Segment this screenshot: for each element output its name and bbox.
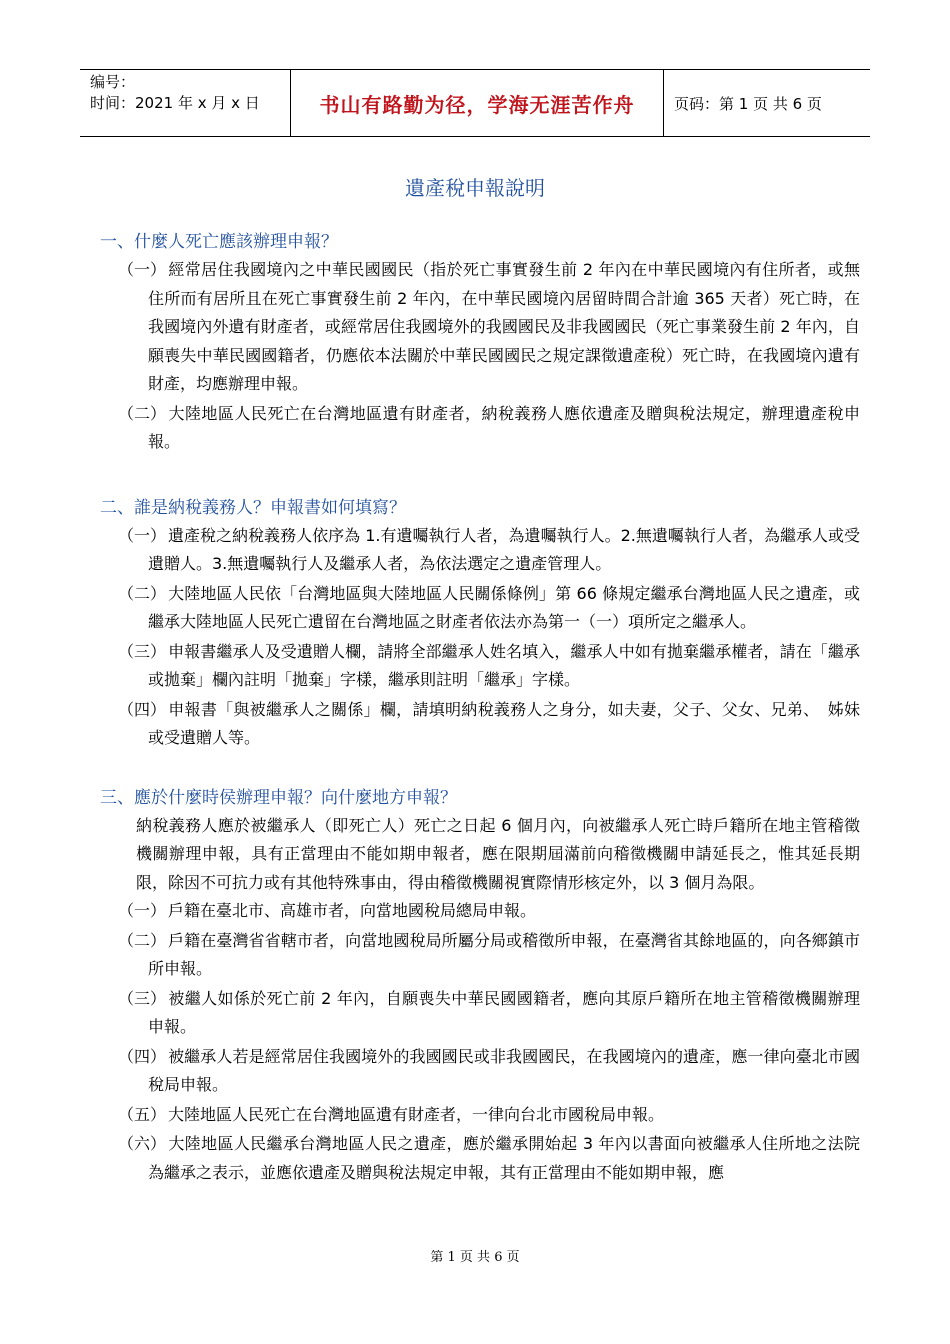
item-mark: （一）: [118, 525, 167, 545]
section-heading: 二、誰是納稅義務人？申報書如何填寫？: [100, 497, 406, 518]
section-heading: 一、什麼人死亡應該辦理申報？: [100, 232, 338, 252]
list-item: [100, 897, 860, 926]
item-text: 大陸地區人民繼承台灣地區人民之遺產，應於繼承開始起 3 年內以書面向被繼承人住所地之法院為繼承之表示，並應依遺產及贈與稅法規定申報，其有正當理由不能如期申報，應: [148, 1134, 860, 1182]
item-text: 遺產稅之納稅義務人依序為 1.有遺囑執行人者，為遺囑執行人。2.無遺囑執行人者，為繼承人或受遺贈人。3.無遺囑執行人及繼承人者，為依法選定之遺產管理人。: [148, 525, 860, 573]
list-item: [100, 638, 860, 695]
header-page-info: 页码：第 1 页 共 6 页: [674, 94, 822, 113]
header-meta: [80, 70, 291, 136]
item-text: 經常居住我國境內之中華民國國民（指於死亡事實發生前 2 年內在中華民國境內有住所者，或無住所而有居所且在死亡事實發生前 2 年內，在中華民國境內居留時間合計逾 365 天者）死亡時，在我國境內外遺有財產者，或經常居住我國境外的我國國民及非我國國民（死亡事業發生前 2 年內，自願喪失中華民國國籍者，仍應依本法關於中華民國國民之規定課徵遺產稅）死亡時，在我國境內遺有財產，均應辦理申報。: [148, 260, 860, 393]
item-mark: （四）: [118, 1046, 167, 1066]
list-item: [100, 927, 860, 984]
page-header: [80, 69, 870, 137]
item-text: 大陸地區人民死亡在台灣地區遺有財產者，納稅義務人應依遺產及贈與稅法規定，辦理遺產稅申報。: [148, 403, 860, 451]
item-mark: （二）: [118, 403, 167, 423]
item-text: 戶籍在臺北市、高雄市者，向當地國稅局總局申報。: [168, 901, 537, 920]
item-mark: （三）: [118, 988, 167, 1008]
list-item: [100, 400, 860, 457]
list-item: [100, 696, 860, 753]
item-text: 大陸地區人民依「台灣地區與大陸地區人民關係條例」第 66 條規定繼承台灣地區人民之遺產，或繼承大陸地區人民死亡遺留在台灣地區之財產者依法亦為第一（一）項所定之繼承人。: [148, 583, 860, 631]
header-motto: 书山有路勤为径，学海无涯苦作舟: [291, 70, 664, 136]
list-item: [100, 1130, 860, 1187]
list-item: [100, 1043, 860, 1100]
list-item: [100, 580, 860, 637]
item-mark: （二）: [118, 583, 167, 603]
date-line: 时间：2021 年 x 月 x 日: [90, 94, 260, 112]
item-mark: （一）: [118, 901, 167, 920]
code-label: 编号：: [90, 73, 136, 91]
document-title: 遺產稅申報說明: [405, 176, 545, 200]
item-mark: （三）: [118, 641, 167, 661]
item-mark: （四）: [118, 699, 167, 719]
item-mark: （一）: [118, 260, 167, 279]
item-mark: （五）: [118, 1104, 167, 1124]
list-item: [100, 985, 860, 1042]
list-item: [100, 256, 860, 399]
page-footer: 第 1 页 共 6 页: [430, 1250, 520, 1265]
item-mark: （六）: [118, 1134, 167, 1153]
list-item: [100, 1101, 860, 1130]
item-text: 大陸地區人民死亡在台灣地區遺有財產者，一律向台北市國稅局申報。: [168, 1104, 665, 1124]
item-text: 申報書「與被繼承人之關係」欄，請填明納稅義務人之身分，如夫妻，父子、父女、兄弟、 姊妹或受遺贈人等。: [148, 699, 860, 747]
item-text: 申報書繼承人及受遺贈人欄，請將全部繼承人姓名填入，繼承人中如有拋棄繼承權者，請在「繼承或拋棄」欄內註明「拋棄」字樣，繼承則註明「繼承」字樣。: [148, 641, 860, 689]
item-text: 被繼承人若是經常居住我國境外的我國國民或非我國國民，在我國境內的遺產，應一律向臺北市國稅局申報。: [148, 1046, 860, 1094]
section-intro: 納稅義務人應於被繼承人（即死亡人）死亡之日起 6 個月內，向被繼承人死亡時戶籍所在地主管稽徵機關辦理申報，具有正當理由不能如期申報者，應在限期屆滿前向稽徵機關申請延長之，惟其延長期限，除因不可抗力或有其他特殊事由，得由稽徵機關視實際情形核定外，以 3 個月為限。: [136, 815, 860, 892]
list-item: [100, 522, 860, 579]
item-text: 戶籍在臺灣省省轄市者，向當地國稅局所屬分局或稽徵所申報，在臺灣省其餘地區的，向各鄉鎮市所申報。: [148, 930, 860, 978]
item-text: 被繼人如係於死亡前 2 年內，自願喪失中華民國國籍者，應向其原戶籍所在地主管稽徵機關辦理申報。: [148, 988, 860, 1036]
document-body: [100, 228, 860, 1188]
section-heading: 三、應於什麼時侯辦理申報？向什麼地方申報？: [100, 787, 457, 808]
item-mark: （二）: [118, 930, 167, 950]
